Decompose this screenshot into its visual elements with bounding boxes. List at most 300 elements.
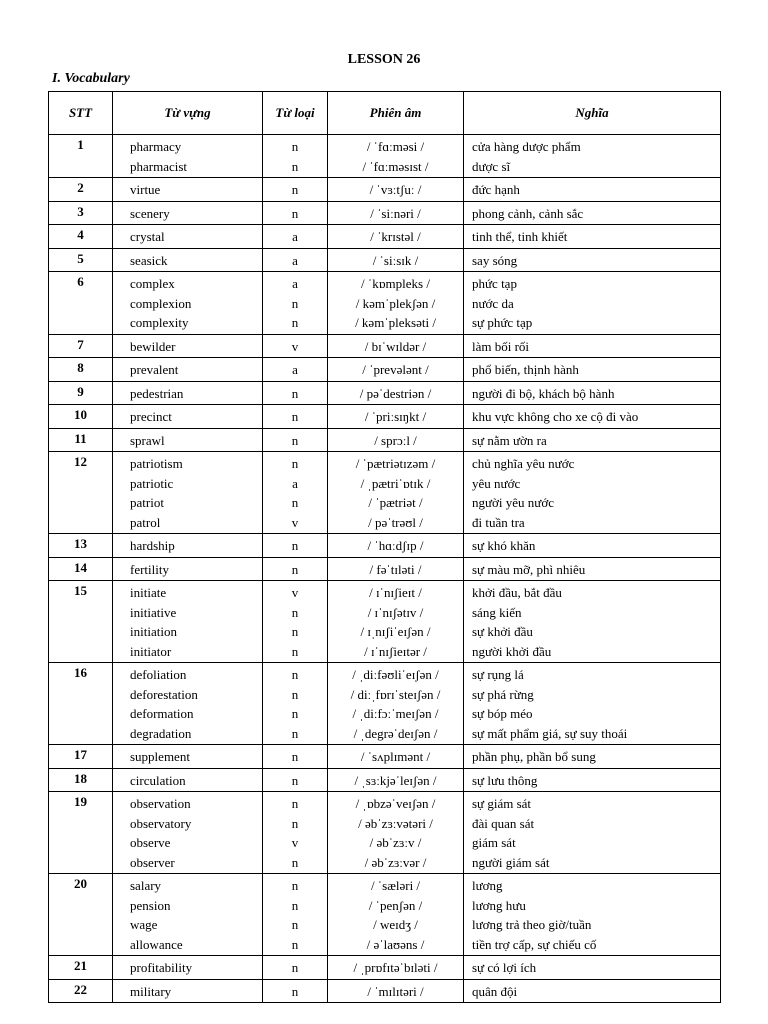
meaning: sự nằm ườn ra: [472, 432, 547, 448]
part-of-speech: n: [291, 815, 299, 831]
vocab-word: patriotic: [130, 475, 174, 491]
part-of-speech: n: [291, 538, 299, 553]
table-row: [49, 428, 721, 452]
header-word: Từ vựng: [113, 92, 263, 135]
table-header-row: [49, 92, 721, 135]
vocab-word: deformation: [130, 706, 194, 721]
row-number: 11: [49, 428, 113, 452]
header-stt: STT: [49, 92, 113, 135]
vocab-word: complexion: [130, 295, 192, 311]
pronunciation: / ˌɒbzəˈveɪʃən /: [355, 796, 436, 811]
meaning: giám sát: [472, 835, 516, 850]
part-of-speech: a: [292, 252, 298, 268]
pronunciation: / ˈsiːsɪk /: [372, 252, 419, 268]
pron-cell: [328, 428, 464, 452]
row-number: 14: [49, 557, 113, 581]
vocab-word: complexity: [130, 315, 189, 330]
pos-cell: [263, 358, 328, 382]
vocab-word: hardship: [130, 538, 175, 553]
vocab-word: deforestation: [130, 686, 198, 702]
pos-cell: [263, 874, 328, 956]
vocab-word: complex: [130, 276, 175, 291]
pos-cell: [263, 792, 328, 874]
word-cell: [113, 405, 263, 429]
pron-cell: [328, 581, 464, 663]
pos-cell: [263, 405, 328, 429]
word-cell: [113, 381, 263, 405]
meaning: phần phụ, phần bổ sung: [472, 749, 596, 764]
vocab-word: initiation: [130, 624, 177, 639]
meaning: tiền trợ cấp, sự chiếu cố: [472, 936, 597, 952]
section-heading: I. Vocabulary: [52, 71, 130, 86]
vocab-word: observe: [130, 835, 171, 850]
table-row: [49, 381, 721, 405]
row-number: 10: [49, 405, 113, 429]
table-row: [49, 135, 721, 178]
meaning-cell: [464, 663, 721, 745]
pronunciation: / ˈsiːnəri /: [370, 205, 421, 221]
pron-cell: [328, 979, 464, 1003]
meaning: chủ nghĩa yêu nước: [472, 456, 575, 471]
meaning: lương: [472, 878, 503, 893]
meaning-cell: [464, 768, 721, 792]
row-number: 9: [49, 381, 113, 405]
vocab-word: profitability: [130, 960, 193, 975]
table-row: [49, 557, 721, 581]
meaning: nước da: [472, 295, 514, 311]
vocabulary-table: [48, 91, 721, 1003]
vocab-word: sprawl: [130, 432, 165, 448]
pronunciation: / ɪˌnɪʃiˈeɪʃən /: [360, 624, 431, 639]
pron-cell: [328, 768, 464, 792]
vocab-word: circulation: [130, 772, 186, 788]
vocab-word: degradation: [130, 725, 192, 741]
word-cell: [113, 248, 263, 272]
part-of-speech: v: [291, 585, 299, 600]
table-row: [49, 581, 721, 663]
pron-cell: [328, 405, 464, 429]
vocab-word: fertility: [130, 561, 169, 577]
part-of-speech: n: [291, 897, 299, 913]
meaning: sự màu mỡ, phì nhiêu: [472, 561, 586, 577]
pron-cell: [328, 135, 464, 178]
part-of-speech: n: [291, 385, 299, 401]
word-cell: [113, 272, 263, 335]
pronunciation: / diːˌfɒrɪˈsteɪʃən /: [350, 686, 441, 702]
table-row: [49, 663, 721, 745]
meaning: người giám sát: [472, 854, 550, 870]
vocab-word: supplement: [130, 749, 190, 764]
row-number: 13: [49, 534, 113, 558]
word-cell: [113, 581, 263, 663]
row-number: 20: [49, 874, 113, 956]
meaning: làm bối rối: [472, 338, 530, 354]
pos-cell: [263, 452, 328, 534]
vocab-word: pension: [130, 897, 171, 913]
table-row: [49, 178, 721, 202]
pos-cell: [263, 581, 328, 663]
pronunciation: / ɪˈnɪʃieɪt /: [369, 585, 422, 600]
part-of-speech: v: [291, 514, 299, 530]
part-of-speech: n: [291, 139, 299, 154]
meaning-cell: [464, 428, 721, 452]
meaning: lương hưu: [472, 897, 526, 913]
word-cell: [113, 663, 263, 745]
part-of-speech: n: [291, 409, 299, 424]
table-row: [49, 358, 721, 382]
vocab-word: virtue: [130, 182, 161, 197]
word-cell: [113, 534, 263, 558]
part-of-speech: n: [291, 315, 299, 330]
meaning-cell: [464, 135, 721, 178]
vocab-word: pharmacist: [130, 158, 188, 174]
part-of-speech: n: [291, 706, 299, 721]
part-of-speech: a: [292, 276, 298, 291]
meaning-cell: [464, 358, 721, 382]
pronunciation: / ˈpætriətɪzəm /: [355, 456, 436, 471]
meaning: đài quan sát: [472, 815, 535, 831]
meaning: người khởi đầu: [472, 643, 552, 659]
part-of-speech: n: [291, 667, 299, 682]
table-row: [49, 534, 721, 558]
part-of-speech: n: [291, 205, 299, 221]
word-cell: [113, 178, 263, 202]
meaning-cell: [464, 178, 721, 202]
meaning: sự khó khăn: [472, 538, 536, 553]
pronunciation: / kəmˈpleksəti /: [355, 315, 436, 330]
pronunciation: / kəmˈplekʃən /: [355, 295, 436, 311]
row-number: 2: [49, 178, 113, 202]
pronunciation: / pəˈdestriən /: [359, 385, 432, 401]
meaning: sự mất phẩm giá, sự suy thoái: [472, 725, 628, 741]
vocab-word: seasick: [130, 252, 168, 268]
pos-cell: [263, 334, 328, 358]
header-pos: [263, 92, 328, 135]
meaning-cell: [464, 979, 721, 1003]
pos-cell: [263, 201, 328, 225]
pronunciation: / ˈmɪlɪtəri /: [367, 983, 424, 999]
meaning: phong cảnh, cảnh sắc: [472, 205, 584, 221]
row-number: 22: [49, 979, 113, 1003]
meaning-cell: [464, 452, 721, 534]
pronunciation: / ˈkɒmpleks /: [361, 276, 430, 291]
pronunciation: / ˈkrɪstəl /: [370, 229, 421, 244]
vocab-word: precinct: [130, 409, 172, 424]
table-row: [49, 956, 721, 980]
meaning: khởi đầu, bắt đầu: [472, 585, 562, 600]
vocab-word: allowance: [130, 936, 183, 952]
vocab-word: pharmacy: [130, 139, 182, 154]
meaning-cell: [464, 272, 721, 335]
pos-cell: [263, 956, 328, 980]
vocab-word: initiate: [130, 585, 167, 600]
part-of-speech: n: [291, 158, 299, 174]
vocab-word: observation: [130, 796, 191, 811]
pronunciation: / əbˈzɜːvər /: [364, 854, 427, 870]
pronunciation: / ɪˈnɪʃieɪtər /: [364, 643, 427, 659]
part-of-speech: n: [291, 295, 299, 311]
vocab-word: patriotism: [130, 456, 183, 471]
pos-cell: [263, 178, 328, 202]
row-number: 16: [49, 663, 113, 745]
row-number: 4: [49, 225, 113, 249]
row-number: 7: [49, 334, 113, 358]
meaning: quân đội: [472, 983, 518, 999]
word-cell: [113, 135, 263, 178]
part-of-speech: n: [291, 456, 299, 471]
pronunciation: / ˈfɑːməsi /: [366, 139, 425, 154]
part-of-speech: v: [291, 835, 299, 850]
meaning-cell: [464, 581, 721, 663]
pron-cell: [328, 201, 464, 225]
word-cell: [113, 557, 263, 581]
meaning: khu vực không cho xe cộ đi vào: [472, 409, 639, 424]
word-cell: [113, 745, 263, 769]
meaning-cell: [464, 557, 721, 581]
pronunciation: / ɪˈnɪʃətɪv /: [367, 604, 424, 620]
meaning: say sóng: [472, 252, 518, 268]
table-row: [49, 334, 721, 358]
meaning: phổ biến, thịnh hành: [472, 362, 579, 377]
vocab-word: wage: [130, 917, 158, 932]
vocab-word: observer: [130, 854, 175, 870]
word-cell: [113, 452, 263, 534]
meaning-cell: [464, 225, 721, 249]
meaning-cell: [464, 956, 721, 980]
word-cell: [113, 956, 263, 980]
word-cell: [113, 428, 263, 452]
meaning: đức hạnh: [472, 182, 520, 197]
meaning-cell: [464, 874, 721, 956]
pos-cell: [263, 428, 328, 452]
table-row: [49, 248, 721, 272]
vocab-word: observatory: [130, 815, 192, 831]
meaning: người đi bộ, khách bộ hành: [472, 385, 615, 401]
lesson-title: LESSON 26: [347, 52, 421, 67]
meaning-cell: [464, 534, 721, 558]
pronunciation: / ˌsɜːkjəˈleɪʃən /: [354, 772, 437, 788]
pronunciation: / ˌdegrəˈdeɪʃən /: [353, 725, 438, 741]
part-of-speech: n: [291, 936, 299, 952]
meaning-cell: [464, 405, 721, 429]
meaning: lương trả theo giờ/tuần: [472, 917, 592, 932]
table-row: [49, 201, 721, 225]
pos-cell: [263, 979, 328, 1003]
pron-cell: [328, 557, 464, 581]
part-of-speech: n: [291, 432, 299, 448]
part-of-speech: n: [291, 749, 299, 764]
pron-cell: [328, 663, 464, 745]
pos-cell: [263, 272, 328, 335]
pronunciation: / ˌdiːfəʊliˈeɪʃən /: [352, 667, 439, 682]
pronunciation: / ˌpætriˈɒtɪk /: [360, 475, 431, 491]
table-row: [49, 979, 721, 1003]
pronunciation: / ˌdiːfɔːˈmeɪʃən /: [352, 706, 439, 721]
pronunciation: / ˈpenʃən /: [368, 897, 423, 913]
part-of-speech: n: [291, 960, 299, 975]
pronunciation: / əbˈzɜːvətəri /: [358, 815, 433, 831]
meaning: sự phá rừng: [472, 686, 534, 702]
pos-cell: [263, 534, 328, 558]
meaning: đi tuần tra: [472, 514, 525, 530]
pos-cell: [263, 663, 328, 745]
meaning: sự bóp méo: [472, 706, 533, 721]
word-cell: [113, 792, 263, 874]
pronunciation: / sprɔːl /: [374, 432, 417, 448]
pron-cell: [328, 792, 464, 874]
part-of-speech: n: [291, 604, 299, 620]
table-row: [49, 272, 721, 335]
table-row: [49, 792, 721, 874]
header-meaning: Nghĩa: [464, 92, 721, 135]
pron-cell: [328, 334, 464, 358]
meaning: sáng kiến: [472, 604, 522, 620]
pronunciation: / ˈpætriət /: [368, 495, 423, 510]
meaning: sự khởi đầu: [472, 624, 533, 639]
part-of-speech: n: [291, 561, 299, 577]
part-of-speech: v: [291, 338, 299, 354]
pos-cell: [263, 381, 328, 405]
pronunciation: / əˈlaʊəns /: [366, 936, 425, 952]
pron-cell: [328, 874, 464, 956]
part-of-speech: n: [291, 495, 299, 510]
row-number: 19: [49, 792, 113, 874]
row-number: 12: [49, 452, 113, 534]
vocab-word: initiator: [130, 643, 172, 659]
meaning: sự lưu thông: [472, 772, 538, 788]
row-number: 17: [49, 745, 113, 769]
row-number: 1: [49, 135, 113, 178]
part-of-speech: n: [291, 878, 299, 893]
meaning: cửa hàng dược phẩm: [472, 139, 581, 154]
row-number: 8: [49, 358, 113, 382]
pos-cell: [263, 135, 328, 178]
pron-cell: [328, 956, 464, 980]
table-row: [49, 768, 721, 792]
pronunciation: / ˈvɜːtʃuː /: [369, 182, 422, 197]
pron-cell: [328, 272, 464, 335]
row-number: 5: [49, 248, 113, 272]
table-body: [49, 135, 721, 1003]
part-of-speech: n: [291, 624, 299, 639]
meaning: sự giám sát: [472, 796, 532, 811]
pos-cell: [263, 248, 328, 272]
meaning: người yêu nước: [472, 495, 554, 510]
pos-cell: [263, 225, 328, 249]
pron-cell: [328, 452, 464, 534]
table-row: [49, 452, 721, 534]
meaning: sự có lợi ích: [472, 960, 537, 975]
pronunciation: / bɪˈwɪldər /: [364, 338, 427, 354]
part-of-speech: a: [292, 229, 298, 244]
table-row: [49, 745, 721, 769]
vocab-word: prevalent: [130, 362, 179, 377]
pronunciation: / ˈfɑːməsɪst /: [362, 158, 429, 174]
row-number: 18: [49, 768, 113, 792]
word-cell: [113, 201, 263, 225]
part-of-speech: n: [291, 854, 299, 870]
vocab-word: pedestrian: [130, 385, 184, 401]
pronunciation: / ˌprɒfɪtəˈbɪləti /: [353, 960, 438, 975]
meaning-cell: [464, 745, 721, 769]
meaning-cell: [464, 334, 721, 358]
vocab-word: patriot: [130, 495, 164, 510]
pron-cell: [328, 358, 464, 382]
part-of-speech: n: [291, 182, 299, 197]
pronunciation: / fəˈtɪləti /: [369, 561, 422, 577]
pronunciation: / ˈprevələnt /: [362, 362, 429, 377]
meaning: dược sĩ: [472, 158, 511, 174]
part-of-speech: a: [292, 475, 298, 491]
pronunciation: / ˈhɑːdʃɪp /: [367, 538, 424, 553]
table-row: [49, 405, 721, 429]
part-of-speech: n: [291, 725, 299, 741]
table-row: [49, 225, 721, 249]
row-number: 21: [49, 956, 113, 980]
word-cell: [113, 358, 263, 382]
meaning: sự rụng lá: [472, 667, 524, 682]
vocab-word: initiative: [130, 604, 177, 620]
pron-cell: [328, 381, 464, 405]
meaning: yêu nước: [472, 475, 521, 491]
pronunciation: / ˈsʌplɪmənt /: [360, 749, 431, 764]
vocab-word: salary: [130, 878, 162, 893]
word-cell: [113, 874, 263, 956]
pos-cell: [263, 768, 328, 792]
word-cell: [113, 979, 263, 1003]
row-number: 15: [49, 581, 113, 663]
pronunciation: / pəˈtrəʊl /: [368, 514, 423, 530]
meaning: phức tạp: [472, 276, 517, 291]
word-cell: [113, 768, 263, 792]
part-of-speech: n: [291, 983, 299, 999]
word-cell: [113, 334, 263, 358]
vocab-word: bewilder: [130, 338, 176, 354]
pronunciation: / ˈsæləri /: [370, 878, 421, 893]
table-row: [49, 874, 721, 956]
meaning: tinh thể, tinh khiết: [472, 229, 568, 244]
pron-cell: [328, 745, 464, 769]
pron-cell: [328, 225, 464, 249]
vocab-word: crystal: [130, 229, 165, 244]
row-number: 6: [49, 272, 113, 335]
vocab-word: defoliation: [130, 667, 187, 682]
part-of-speech: n: [291, 796, 299, 811]
vocab-word: patrol: [130, 514, 161, 530]
vocab-word: military: [130, 983, 172, 999]
vocab-word: scenery: [130, 205, 170, 221]
pron-cell: [328, 178, 464, 202]
row-number: 3: [49, 201, 113, 225]
part-of-speech: a: [292, 362, 298, 377]
part-of-speech: n: [291, 643, 299, 659]
word-cell: [113, 225, 263, 249]
pos-cell: [263, 557, 328, 581]
header-pos-label: Từ loại: [275, 105, 315, 120]
pronunciation: / weɪdʒ /: [373, 917, 418, 932]
meaning-cell: [464, 248, 721, 272]
pronunciation: / əbˈzɜːv /: [369, 835, 422, 850]
pron-cell: [328, 534, 464, 558]
meaning-cell: [464, 201, 721, 225]
pos-cell: [263, 745, 328, 769]
meaning-cell: [464, 792, 721, 874]
part-of-speech: n: [291, 772, 299, 788]
pron-cell: [328, 248, 464, 272]
part-of-speech: n: [291, 686, 299, 702]
part-of-speech: n: [291, 917, 299, 932]
meaning-cell: [464, 381, 721, 405]
